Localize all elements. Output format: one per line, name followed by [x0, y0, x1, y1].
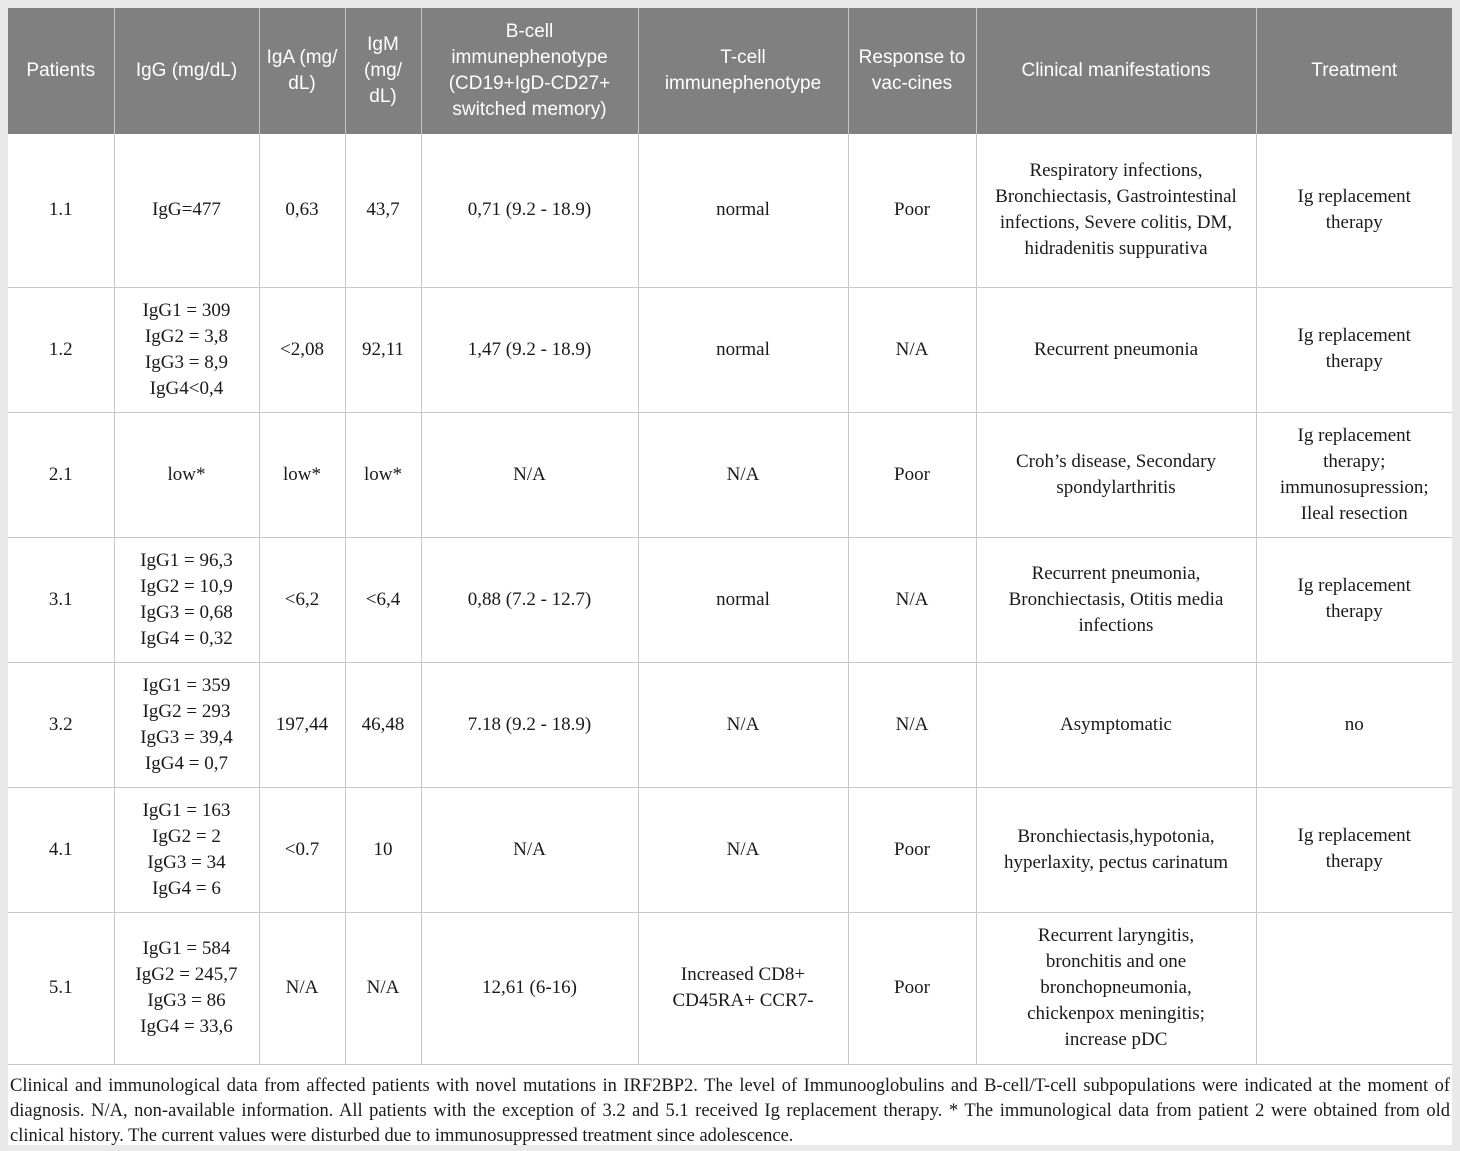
cell-treatment: Ig replacement therapy [1256, 537, 1452, 662]
cell-patient: 3.2 [8, 662, 114, 787]
cell-igm: 92,11 [345, 287, 421, 412]
cell-igg [114, 912, 259, 1064]
header-igg: IgG (mg/dL) [114, 8, 259, 134]
igg-value: IgG1 = 309 [142, 299, 231, 321]
cell-iga: low* [259, 412, 345, 537]
cell-igg [114, 287, 259, 412]
igg-value: IgG4 = 6 [152, 877, 221, 899]
cell-response: Poor [848, 412, 976, 537]
igg-value: IgG1 = 163 [142, 799, 231, 821]
cell-clinical: Recurrent pneumonia, Bronchiectasis, Otitis media infections [976, 537, 1256, 662]
cell-patient: 3.1 [8, 537, 114, 662]
table-container [8, 8, 1452, 1145]
header-patients: Patients [8, 8, 114, 134]
cell-tcell: normal [638, 537, 848, 662]
cell-bcell: 12,61 (6-16) [421, 912, 638, 1064]
cell-iga: <6,2 [259, 537, 345, 662]
table-row [8, 912, 1452, 1064]
cell-igm: 43,7 [345, 134, 421, 287]
cell-bcell: 0,71 (9.2 - 18.9) [421, 134, 638, 287]
cell-clinical: Croh’s disease, Secondary spondylarthritis [976, 412, 1256, 537]
cell-treatment [1256, 912, 1452, 1064]
cell-response: Poor [848, 134, 976, 287]
cell-igm: 10 [345, 787, 421, 912]
cell-response: Poor [848, 787, 976, 912]
table-row [8, 134, 1452, 287]
cell-tcell: N/A [638, 412, 848, 537]
patient-data-table [8, 8, 1452, 1065]
table-row [8, 662, 1452, 787]
igg-value: IgG=477 [152, 199, 221, 221]
cell-igg [114, 662, 259, 787]
igg-value: IgG3 = 34 [147, 851, 226, 873]
cell-treatment: Ig replacement therapy; immunosupression; Ileal resection [1256, 412, 1452, 537]
cell-clinical: Recurrent pneumonia [976, 287, 1256, 412]
cell-iga: <2,08 [259, 287, 345, 412]
igg-value: IgG2 = 2 [152, 825, 221, 847]
cell-tcell: normal [638, 287, 848, 412]
header-iga: IgA (mg/ dL) [259, 8, 345, 134]
igg-value: IgG1 = 584 [142, 938, 231, 959]
cell-patient: 1.2 [8, 287, 114, 412]
igg-value: IgG3 = 39,4 [140, 726, 233, 748]
table-row [8, 787, 1452, 912]
cell-bcell: 0,88 (7.2 - 12.7) [421, 537, 638, 662]
cell-treatment: Ig replacement therapy [1256, 787, 1452, 912]
cell-clinical: Respiratory infections, Bronchiectasis, Gastrointestinal infections, Severe colitis, DM, hidradenitis suppurativa [976, 134, 1256, 287]
igg-value: IgG4 = 33,6 [140, 1016, 233, 1037]
cell-tcell: normal [638, 134, 848, 287]
igg-value: IgG3 = 86 [147, 990, 226, 1011]
cell-bcell: N/A [421, 787, 638, 912]
cell-response: N/A [848, 287, 976, 412]
cell-bcell: N/A [421, 412, 638, 537]
igg-value: IgG3 = 8,9 [144, 351, 228, 373]
table-row [8, 287, 1452, 412]
cell-tcell: N/A [638, 787, 848, 912]
table-header-row [8, 8, 1452, 134]
cell-clinical: Recurrent laryngitis, bronchitis and one bronchopneumonia, chickenpox meningitis; increase pDC [976, 912, 1256, 1064]
cell-bcell: 7.18 (9.2 - 18.9) [421, 662, 638, 787]
cell-tcell: N/A [638, 662, 848, 787]
cell-igm: 46,48 [345, 662, 421, 787]
igg-value: low* [167, 463, 206, 485]
igg-value: IgG4 = 0,7 [144, 752, 228, 774]
cell-response: N/A [848, 662, 976, 787]
cell-igg [114, 787, 259, 912]
igg-value: IgG2 = 10,9 [140, 575, 233, 597]
header-tcell: T-cell immunephenotype [638, 8, 848, 134]
cell-igm: <6,4 [345, 537, 421, 662]
cell-patient: 5.1 [8, 912, 114, 1064]
cell-bcell: 1,47 (9.2 - 18.9) [421, 287, 638, 412]
header-response: Response to vac-cines [848, 8, 976, 134]
igg-value: IgG3 = 0,68 [140, 601, 233, 623]
igg-value: IgG4 = 0,32 [140, 627, 233, 649]
table-row [8, 537, 1452, 662]
cell-response: Poor [848, 912, 976, 1064]
cell-response: N/A [848, 537, 976, 662]
igg-value: IgG2 = 3,8 [144, 325, 228, 347]
cell-patient: 4.1 [8, 787, 114, 912]
header-treatment: Treatment [1256, 8, 1452, 134]
table-row [8, 412, 1452, 537]
cell-iga: 0,63 [259, 134, 345, 287]
cell-iga: N/A [259, 912, 345, 1064]
cell-igm: N/A [345, 912, 421, 1064]
igg-value: IgG1 = 359 [142, 674, 231, 696]
cell-patient: 1.1 [8, 134, 114, 287]
cell-igg [114, 134, 259, 287]
igg-value: IgG1 = 96,3 [140, 549, 233, 571]
cell-iga: <0.7 [259, 787, 345, 912]
cell-iga: 197,44 [259, 662, 345, 787]
cell-treatment: Ig replacement therapy [1256, 134, 1452, 287]
cell-treatment: Ig replacement therapy [1256, 287, 1452, 412]
cell-tcell: Increased CD8+ CD45RA+ CCR7- [638, 912, 848, 1064]
cell-clinical: Bronchiectasis,hypotonia, hyperlaxity, pectus carinatum [976, 787, 1256, 912]
cell-igg [114, 412, 259, 537]
cell-treatment: no [1256, 662, 1452, 787]
header-bcell: B-cell immunephenotype (CD19+IgD-CD27+ switched memory) [421, 8, 638, 134]
header-igm: IgM (mg/ dL) [345, 8, 421, 134]
igg-value: IgG2 = 245,7 [135, 964, 238, 985]
table-caption: Clinical and immunological data from affected patients with novel mutations in IRF2BP2. The level of Immunooglobulins and B-cell/T-cell subpopulations were indicated at the moment of diagnosis. N/A, non-available information. All patients with the exception of 3.2 and 5.1 received Ig replacement therapy. * The immunological data from patient 2 were obtained from old clinical history. The current values were disturbed due to immunosuppressed treatment since adolescence. [10, 1075, 1450, 1145]
cell-igm: low* [345, 412, 421, 537]
igg-value: IgG4<0,4 [149, 377, 224, 399]
igg-value: IgG2 = 293 [142, 700, 231, 722]
header-clinical: Clinical manifestations [976, 8, 1256, 134]
cell-igg [114, 537, 259, 662]
cell-patient: 2.1 [8, 412, 114, 537]
cell-clinical: Asymptomatic [976, 662, 1256, 787]
